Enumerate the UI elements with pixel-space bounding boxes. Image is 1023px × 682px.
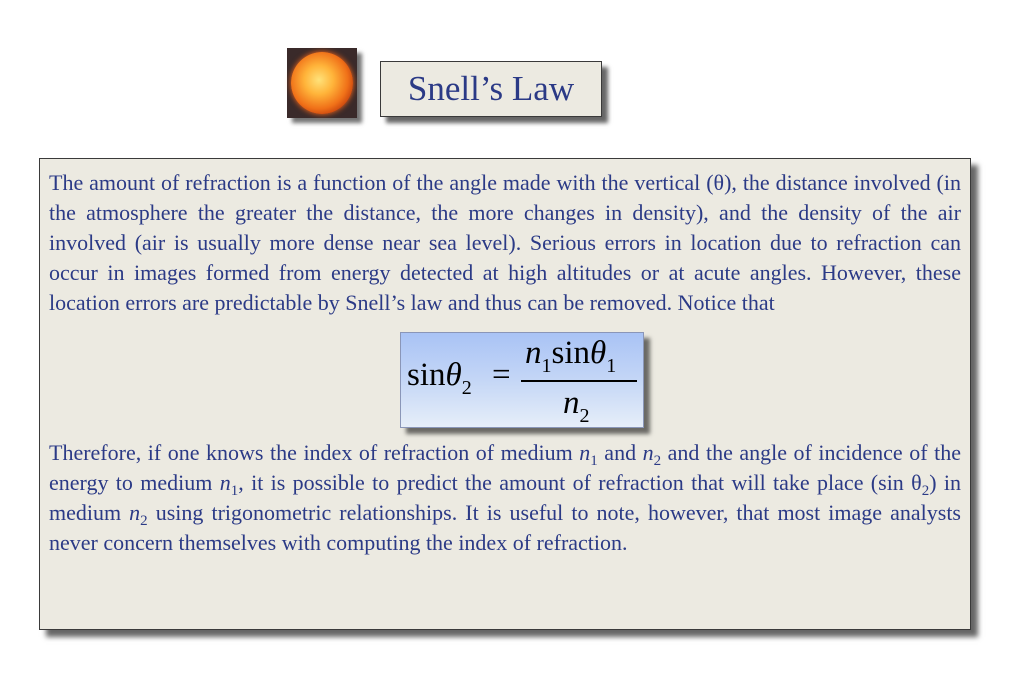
n-symbol: n [579, 440, 591, 465]
title-box [380, 61, 602, 117]
sub-2: 2 [140, 513, 148, 529]
para2-text-1: Therefore, if one knows the index of refraction of medium [49, 440, 580, 465]
lhs-var: θ [445, 357, 462, 393]
equation-numerator [525, 335, 617, 377]
content-box [39, 158, 971, 630]
paragraph-conclusion [49, 438, 961, 558]
para2-text-4: , it is possible to predict the amount of refraction that will take place (sin θ [238, 470, 922, 495]
para2-text-2: and [597, 440, 643, 465]
para2-text-5: ) in medium [49, 470, 961, 525]
n-symbol: n [129, 500, 141, 525]
den-n-sub: 2 [579, 405, 590, 427]
equation-wrapper [49, 318, 961, 438]
num-func: sin [551, 335, 591, 371]
sun-disc [291, 52, 353, 114]
sub-1: 1 [590, 453, 598, 469]
num-n-sub: 1 [541, 355, 552, 377]
equation-lhs [407, 357, 472, 399]
paragraph-intro: The amount of refraction is a function of the angle made with the vertical (θ), the distance involved (in the atmosphere the greater the distance, the more changes in density), and the density of the air involved (air is usually more dense near sea level). Serious errors in location due to refraction can occur in images formed from energy detected at high altitudes or at acute angles. However, these location errors are predictable by Snell’s law and thus can be removed. Notice that [49, 170, 961, 315]
lhs-sub: 2 [461, 377, 472, 399]
n-symbol: n [642, 440, 654, 465]
sub-2: 2 [921, 483, 930, 499]
num-n: n [525, 335, 542, 371]
sub-1: 1 [230, 483, 239, 499]
snells-law-equation [400, 332, 644, 428]
equation-denominator [563, 385, 590, 427]
num-var: θ [590, 335, 607, 371]
equation-equals: = [492, 357, 511, 393]
den-n: n [563, 385, 580, 421]
page-title: Snell’s Law [407, 69, 575, 108]
sun-image-icon [287, 48, 357, 118]
fraction-bar [521, 380, 637, 382]
lhs-func: sin [407, 357, 446, 393]
para2-text-6: using trigonometric relationships. It is useful to note, however, that most image analysts never concern themselves with computing the index of refraction. [49, 500, 961, 555]
num-var-sub: 1 [606, 355, 617, 377]
n-symbol: n [219, 470, 231, 495]
sub-2: 2 [653, 453, 662, 469]
para2-text-3: and the angle of incidence of the energy to medium [49, 440, 961, 495]
